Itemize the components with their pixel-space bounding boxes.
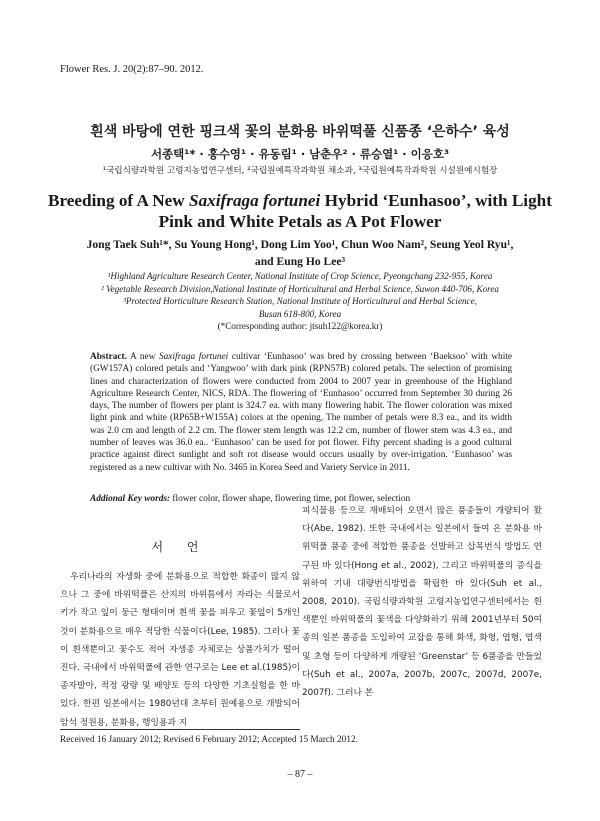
corresponding-author: (*Corresponding author: jtsuh122@korea.kr) [217,321,383,331]
title-part: Breeding of A New [48,191,190,210]
journal-reference: Flower Res. J. 20(2):87–90. 2012. [60,64,204,75]
keywords-label: Addional Key words: [90,494,171,504]
english-authors [40,236,560,270]
introduction-heading: 서 언 [151,540,209,554]
affiliation-1: ¹Highland Agriculture Research Center, National Institute of Crop Science, Pyeongchang 232-955, Korea [107,271,493,281]
english-affiliations [40,270,560,333]
left-column [60,568,300,732]
authors-line1: Jong Taek Suh¹*, Su Young Hong¹, Dong Lim Yoo¹, Chun Woo Nam², Seung Yeol Ryu¹, [86,238,514,251]
english-title [40,190,560,232]
korean-authors: 서종택¹* · 홍수영¹ · 유동림¹ · 남춘우² · 류승열¹ · 이응호³ [150,147,450,161]
abstract-species: Saxifraga fortunei [158,352,229,362]
keywords-text: flower color, flower shape, flowering time, pot flower, selection [170,494,411,504]
abstract [90,351,512,474]
abstract-text: cultivar ‘Eunhasoo’ was bred by crossing between ‘Baeksoo’ with white (GW157A) colored petals and ‘Yangwoo’ with dark pink (RPN57B) colored petals. The selection of promising lines and characterization of flowers were conducted from 2004 to 2007 year in greenhouse of the Highland Agriculture Research Center, NICS, RDA. The flowering of ‘Eunhasoo’ occurred from September 30 during 26 days, The number of flowers per plant is 324.7 ea. with many flowering habit. The flower coloration was mixed light pink and white (RP65B+W155A) colors at the opening, The number of petals were 8.3 ea., and its width was 2.0 cm and length of 2.2 cm. The flower stem length was 12.2 cm, number of flower stem was 4.3 ea., and number of leaves was 36.0 ea.. ‘Eunhasoo’ can be used for pot flower. Fifty percent shading is a good cultural practice against direct sunlight and soft rot disease would occurs usually by over-irrigation. ‘Eunhasoo’ was registered as a new cultivar with No. 3465 in Korea Seed and Variety Service in 2011. [90,352,512,473]
page-number: – 87 – [287,769,313,780]
right-column [302,502,542,702]
affiliation-3a: ³Protected Horticulture Research Station, National Institute of Horticultural and Herbal Science, [123,296,477,306]
footnote-rule [60,729,300,730]
received-dates: Received 16 January 2012; Revised 6 February 2012; Accepted 15 March 2012. [60,735,358,745]
affiliation-3b: Busan 618-800, Korea [258,308,342,319]
korean-affiliations: ¹국립식량과학원 고령지농업연구센터, ²국립원예특작과학원 채소과, ³국립원예특작과학원 시설원예시험장 [102,166,498,176]
left-column-text: 우리나라의 자생화 중에 분화용으로 적합한 화종이 많지 않으나 그 중에 바위떡풀은 산지의 바위틈에서 자라는 식물로서 키가 작고 잎이 둥근 형태이며 흰색 꽃을 피우고 꽃잎이 5개인 것이 분화용으로 매우 적당한 식물이다(Lee, 1985). 그러나 꽃이 흰색뿐이고 꽃수도 적어 자생종 자체로는 상품가치가 떨어진다. 국내에서 바위떡풀에 관한 연구로는 Lee et al.(1985)이 종자발아, 적정 광량 및 배양토 등의 다양한 기초실험을 한 바 있다. 한편 일본에서는 1980년대 초부터 원예용으로 개발되어 암석 정원용, 분화용, 행잉용과 지 [60,572,300,728]
title-line2: Pink and White Petals as A Pot Flower [158,212,442,231]
title-species: Saxifraga fortunei [189,191,321,210]
title-part: Hybrid ‘Eunhasoo’, with Light [320,191,552,210]
abstract-label: Abstract. [90,352,127,362]
affiliation-2: ² Vegetable Research Division,National Institute of Horticultural and Herbal Science, Suwon 440-706, Korea [101,283,499,294]
korean-title: 흰색 바탕에 연한 핑크색 꽃의 분화용 바위떡풀 신품종 ‘은하수’ 육성 [90,124,510,140]
right-column-text: 피식물용 등으로 재배되어 오면서 많은 품종들이 개량되어 왔다(Abe, 1982). 또한 국내에서는 일본에서 들여 온 분화용 바위떡풀 품종 중에 적합한 품종을 선발하고 삽목번식 방법도 연구된 바 있다(Hong et al., 2002), 그리고 바위떡풀의 증식을 위하여 기내 대량번식방법을 확립한 바 있다(Suh et al., 2008, 2010). 국립식량과학원 고령지농업연구센터에서는 흰색뿐인 바위떡풀의 꽃색을 다양화하기 위해 2001년부터 50여종의 일본 품종을 도입하여 교잡을 통해 화색, 화형, 엽형, 엽색 및 초형 등이 다양하게 개량된 ‘Greenstar’ 등 6품종을 만들었다(Suh et al., 2007a, 2007b, 2007c, 2007d, 2007e, 2007f). 그러나 본 [302,506,542,699]
abstract-text: A new [126,352,159,362]
authors-line2: and Eung Ho Lee³ [254,255,346,268]
